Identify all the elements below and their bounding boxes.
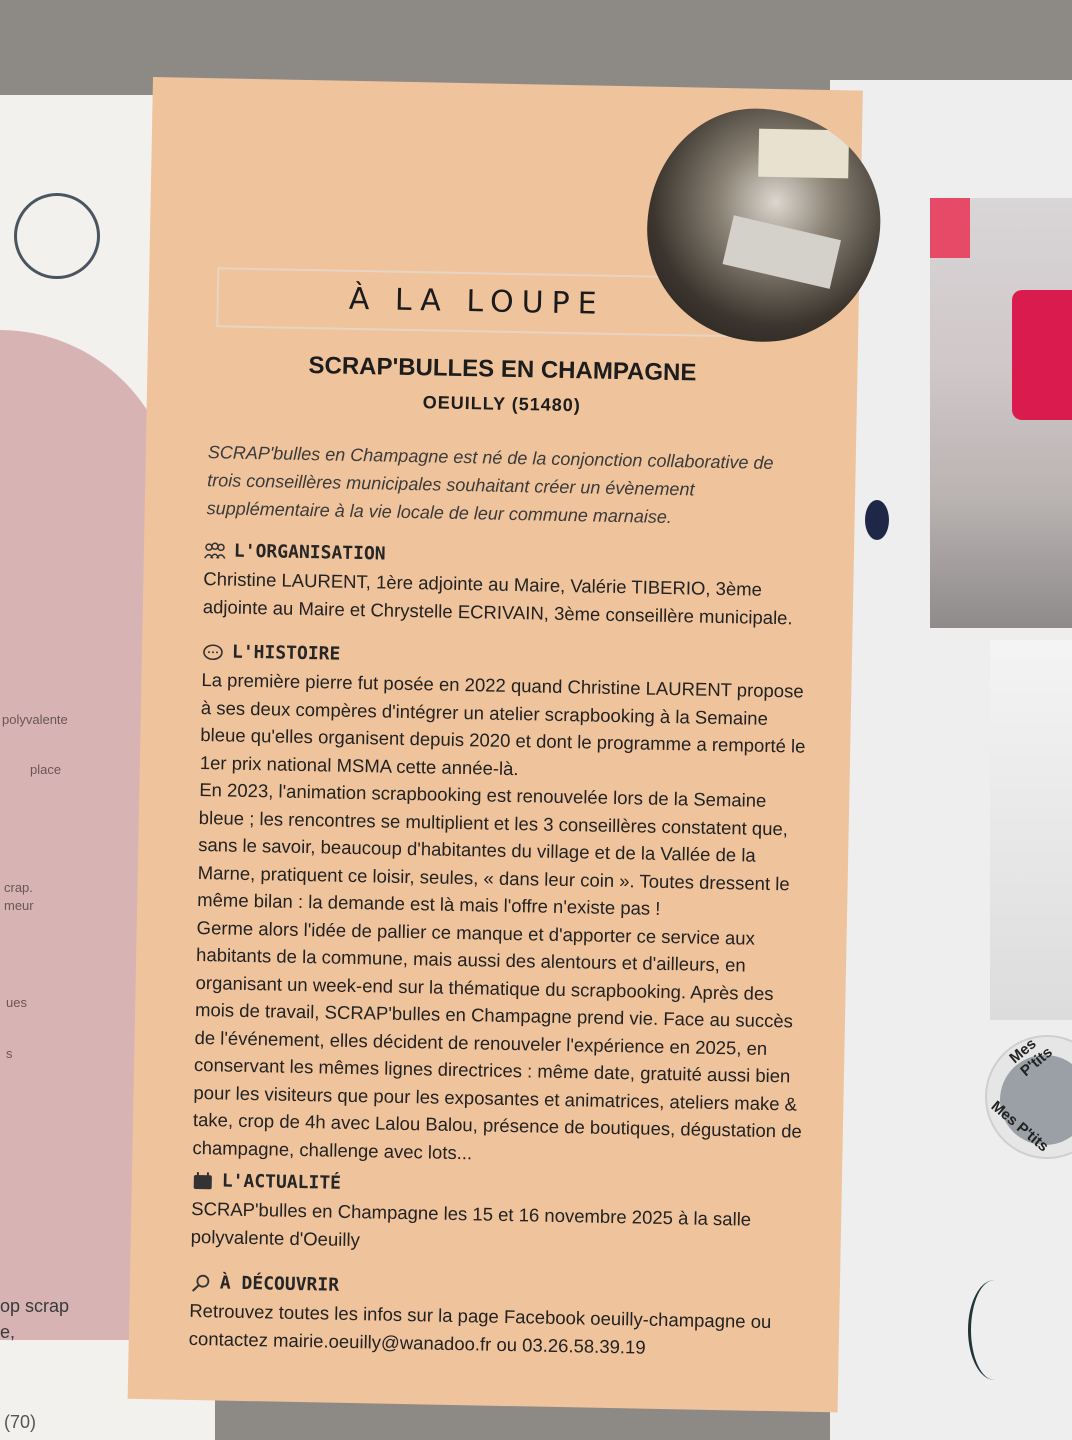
left-bottom-text: op scrap bbox=[0, 1296, 70, 1316]
calendar-icon bbox=[192, 1171, 214, 1189]
right-page-red-strip bbox=[930, 198, 970, 258]
arc-decoration bbox=[968, 1280, 1021, 1380]
actualite-title: L'ACTUALITÉ bbox=[221, 1170, 342, 1194]
page-number: (70) bbox=[4, 1412, 37, 1432]
section-label: À LA LOUPE bbox=[348, 281, 605, 322]
actualite-body: SCRAP'bulles en Champagne les 15 et 16 novembre 2025 à la salle polyvalente d'Oeuilly bbox=[190, 1197, 752, 1250]
left-fragment: crap. bbox=[4, 880, 33, 895]
article-intro: SCRAP'bulles en Champagne est né de la conjonction collaborative de trois conseillères municipales souhaitant créer un évènement supplémentaire à la vie locale de leur commune marnaise. bbox=[206, 442, 774, 528]
stamp-text: Mes P'tits bbox=[987, 1097, 1052, 1156]
article-location: OEUILLY (51480) bbox=[422, 392, 582, 416]
speech-bubble-icon bbox=[202, 643, 224, 661]
actualite-heading bbox=[192, 1170, 342, 1194]
organisation-title: L'ORGANISATION bbox=[233, 540, 386, 565]
stamp-text: Mes P'tits bbox=[1006, 1035, 1056, 1080]
histoire-title: L'HISTOIRE bbox=[231, 641, 341, 665]
left-fragment: polyvalente bbox=[2, 712, 68, 727]
left-fragment: s bbox=[6, 1046, 13, 1061]
photo-window bbox=[758, 129, 849, 179]
photo-table bbox=[723, 215, 841, 289]
right-page-pink-card bbox=[1012, 290, 1072, 420]
left-bottom-text: e, bbox=[0, 1322, 16, 1342]
right-page-photo-2 bbox=[990, 640, 1072, 1020]
histoire-paragraph: La première pierre fut posée en 2022 quand Christine LAURENT propose à ses deux compères d'intégrer un atelier scrapbooking à la Semaine bleue qu'elles organisent depuis 2020 et dont le programme a remporté le 1er prix national MSMA cette année-là. bbox=[199, 669, 806, 779]
left-fragment: meur bbox=[4, 898, 34, 913]
article-title: SCRAP'BULLES EN CHAMPAGNE bbox=[308, 352, 697, 387]
left-fragment: place bbox=[30, 762, 62, 777]
circle-ring-icon bbox=[14, 193, 100, 279]
magnifier-icon bbox=[190, 1273, 212, 1291]
organisation-heading bbox=[204, 540, 386, 564]
histoire-paragraph: Germe alors l'idée de pallier ce manque et d'apporter ce service aux habitants de la commune, mais aussi des alentours et d'ailleurs, en organisant un week-end sur la thématique du scrapbooking. Après des mois de travail, SCRAP'bulles en Champagne prend vie. Face au succès de l'événement, elles décident de renouveler l'expérience en 2025, en conservant les mêmes lignes directrices : même date, gratuité aussi bien pour les visiteurs que pour les exposantes et animatrices, ateliers make & take, crop de 4h avec Lalou Balou, présence de boutiques, dégustation de champagne, challenge avec lots... bbox=[192, 916, 802, 1163]
workshop-photo bbox=[645, 107, 882, 344]
left-fragment: ues bbox=[6, 995, 27, 1010]
decouvrir-title: À DÉCOUVRIR bbox=[219, 1272, 340, 1296]
decouvrir-body: Retrouvez toutes les infos sur la page Facebook oeuilly-champagne ou contactez mairie.oeuilly@wanadoo.fr ou 03.26.58.39.19 bbox=[188, 1299, 772, 1358]
histoire-body bbox=[192, 666, 813, 1173]
blue-dot-decoration bbox=[865, 500, 889, 540]
article-panel bbox=[128, 77, 863, 1412]
histoire-heading bbox=[202, 641, 341, 665]
people-icon bbox=[204, 542, 226, 560]
decouvrir-heading bbox=[190, 1272, 340, 1296]
organisation-body: Christine LAURENT, 1ère adjointe au Maire, Valérie TIBERIO, 3ème adjointe au Maire et Chrystelle ECRIVAIN, 3ème conseillère municipale. bbox=[202, 568, 793, 628]
histoire-paragraph: En 2023, l'animation scrapbooking est renouvelée lors de la Semaine bleue ; les rencontres se multiplient et les 3 conseillères constatent que, sans le savoir, beaucoup d'habitantes du village et de la Vallée de la Marne, pratiquent ce loisir, seules, « dans leur coin ». Toutes dressent le même bilan : la demande est là mais l'offre n'existe pas ! bbox=[197, 779, 790, 919]
